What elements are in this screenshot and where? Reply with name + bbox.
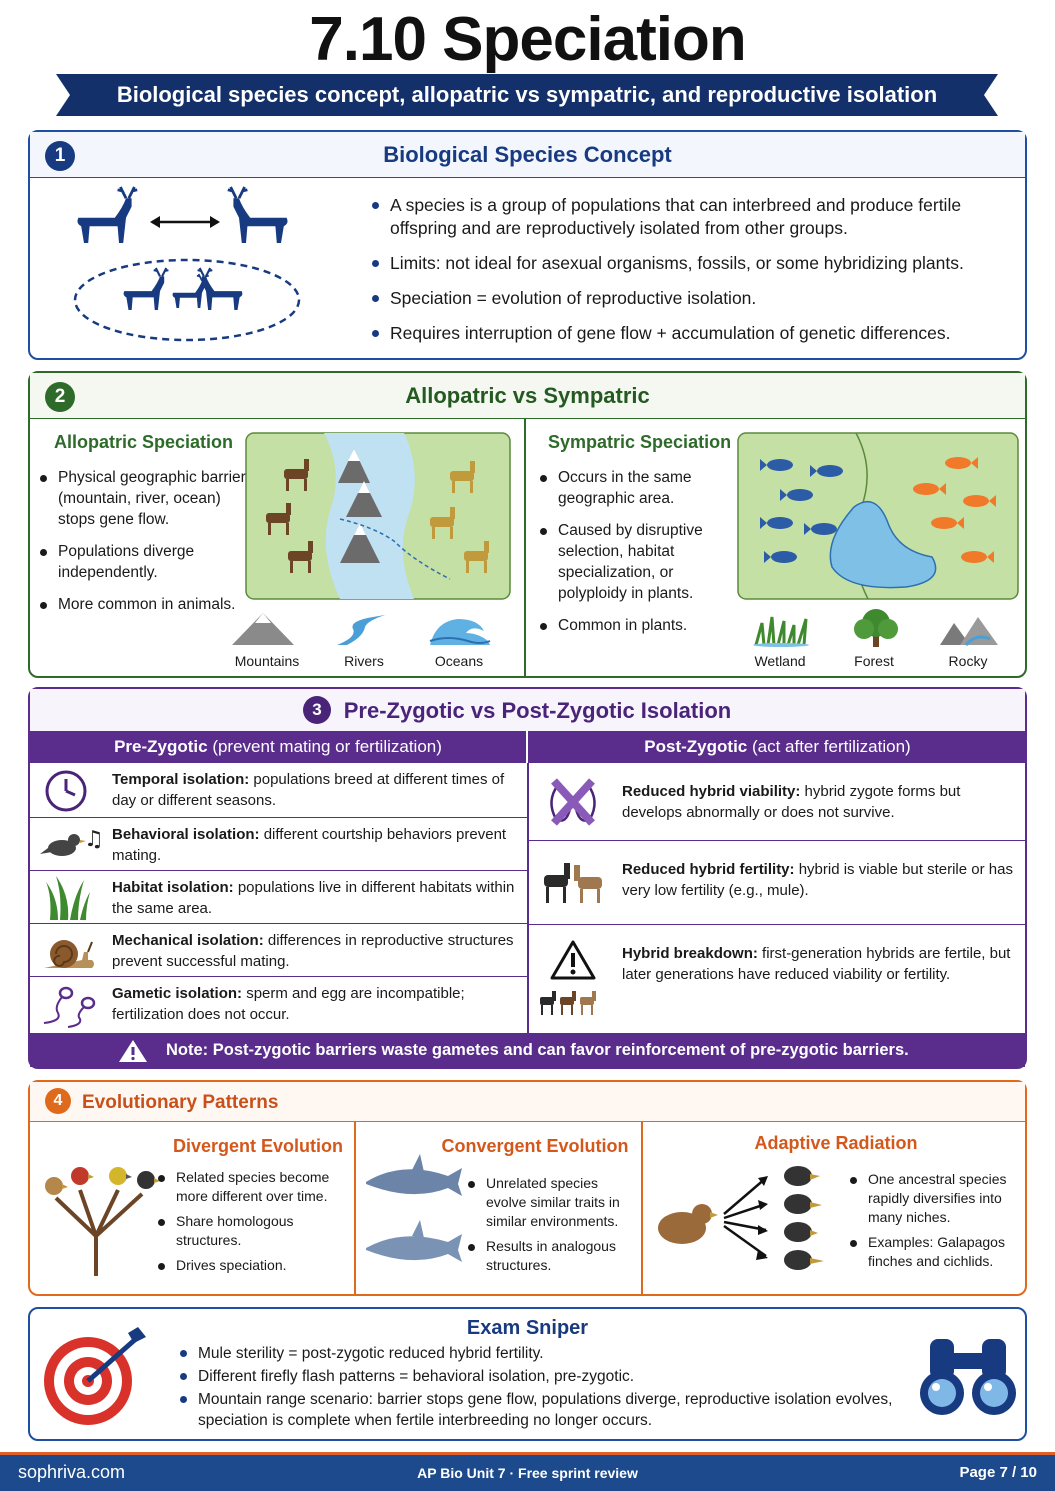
page-title: 7.10 Speciation bbox=[309, 5, 746, 74]
section-header bbox=[30, 132, 1025, 178]
section-isolation bbox=[28, 687, 1027, 1069]
section-number: 4 bbox=[45, 1088, 71, 1114]
snail-icon bbox=[42, 930, 98, 970]
definition: populations breed at different times of day or different seasons. bbox=[112, 771, 505, 809]
table-row bbox=[30, 977, 527, 1037]
mountain-icon bbox=[230, 611, 296, 647]
row-text bbox=[112, 930, 522, 972]
list-item: Drives speciation. bbox=[154, 1256, 350, 1275]
icon-label: Rivers bbox=[344, 653, 384, 669]
divergent-list bbox=[154, 1168, 350, 1281]
definition: different courtship behaviors prevent mating. bbox=[112, 826, 507, 864]
table-row bbox=[30, 924, 527, 977]
wetland-icon bbox=[750, 611, 812, 647]
term: Gametic isolation: bbox=[112, 985, 243, 1002]
pre-zygotic-label: Pre-Zygotic bbox=[114, 737, 208, 756]
list-item: Populations diverge independently. bbox=[36, 541, 252, 583]
term: Hybrid breakdown: bbox=[622, 945, 758, 962]
section-title: Exam Sniper bbox=[466, 1317, 589, 1339]
row-text bbox=[112, 824, 522, 866]
note-banner bbox=[30, 1033, 1025, 1067]
section-header bbox=[30, 689, 1025, 731]
section-title: Pre-Zygotic vs Post-Zygotic Isolation bbox=[343, 698, 732, 723]
term: Mechanical isolation: bbox=[112, 932, 264, 949]
table-row bbox=[528, 841, 1027, 925]
footer-site[interactable]: sophriva.com bbox=[18, 1462, 126, 1482]
row-text bbox=[622, 859, 1014, 901]
sympatric-map-illustration bbox=[736, 431, 1020, 601]
deer-interbreeding-illustration bbox=[70, 182, 310, 342]
icon-label: Oceans bbox=[434, 653, 484, 669]
icon-label: Forest bbox=[854, 653, 894, 669]
term: Temporal isolation: bbox=[112, 771, 250, 788]
allopatric-list bbox=[36, 467, 252, 626]
sperm-icon bbox=[40, 983, 100, 1027]
section-allopatric-sympatric bbox=[28, 371, 1027, 678]
divergent-title: Divergent Evolution bbox=[172, 1136, 343, 1156]
icon-label: Mountains bbox=[234, 653, 300, 669]
list-item: Mountain range scenario: barrier stops gene flow, populations diverge, reproductive isolation evolves, speciation is complete when fertile interbreeding no longer occurs. bbox=[176, 1389, 936, 1431]
footer-course: AP Bio Unit 7 · Free sprint review bbox=[417, 1465, 638, 1481]
table-row bbox=[30, 763, 527, 818]
row-text bbox=[112, 983, 522, 1025]
list-item: Share homologous structures. bbox=[154, 1212, 350, 1250]
column-divider bbox=[354, 1122, 356, 1296]
term: Habitat isolation: bbox=[112, 879, 234, 896]
table-row bbox=[528, 763, 1027, 841]
list-item: Speciation = evolution of reproductive isolation. bbox=[368, 287, 1008, 310]
list-item: Different firefly flash patterns = behavioral isolation, pre-zygotic. bbox=[176, 1366, 936, 1387]
section-number: 2 bbox=[45, 382, 75, 412]
row-text bbox=[622, 943, 1014, 985]
allopatric-title: Allopatric Speciation bbox=[54, 432, 234, 452]
horse-donkey-icon bbox=[538, 861, 610, 907]
list-item: Occurs in the same geographic area. bbox=[536, 467, 726, 509]
row-text bbox=[112, 769, 522, 811]
table-row bbox=[30, 871, 527, 924]
shark-dolphin-icon bbox=[362, 1148, 466, 1278]
post-zygotic-sublabel: (act after fertilization) bbox=[747, 737, 911, 756]
list-item: A species is a group of populations that can interbreed and produce fertile offspring and are reproductively isolated from other groups. bbox=[368, 194, 1008, 240]
page-subtitle: Biological species concept, allopatric vs sympatric, and reproductive isolation bbox=[116, 82, 938, 107]
list-item: Limits: not ideal for asexual organisms, fossils, or some hybridizing plants. bbox=[368, 252, 1008, 275]
sympatric-list bbox=[536, 467, 726, 647]
table-row bbox=[528, 925, 1027, 1037]
species-concept-list bbox=[368, 194, 1008, 357]
warning-icon bbox=[118, 1039, 148, 1063]
exam-sniper-list bbox=[176, 1343, 936, 1433]
section-title: Biological Species Concept bbox=[383, 142, 672, 167]
convergent-list bbox=[464, 1174, 640, 1281]
bird-song-icon bbox=[40, 824, 104, 866]
section-header bbox=[30, 1082, 1025, 1122]
footer bbox=[0, 1452, 1055, 1491]
list-item: Physical geographic barrier (mountain, river, ocean) stops gene flow. bbox=[36, 467, 252, 530]
clock-icon bbox=[44, 769, 88, 813]
post-zygotic-header bbox=[528, 731, 1027, 763]
table-row bbox=[30, 818, 527, 871]
broken-zygote-icon bbox=[546, 777, 600, 827]
list-item: Caused by disruptive selection, habitat specialization, or polyploidy in plants. bbox=[536, 520, 726, 604]
pre-zygotic-header bbox=[30, 731, 526, 763]
definition: first-generation hybrids are fertile, but later generations have reduced viability or fertility. bbox=[622, 945, 1011, 983]
rocks-icon bbox=[936, 611, 1002, 647]
section-title: Allopatric vs Sympatric bbox=[405, 383, 650, 408]
hybrid-animals-icon bbox=[538, 989, 610, 1019]
section-number: 1 bbox=[45, 141, 75, 171]
definition: sperm and egg are incompatible; fertilization does not occur. bbox=[112, 985, 465, 1023]
list-item: More common in animals. bbox=[36, 594, 252, 615]
icon-label: Rocky bbox=[948, 653, 988, 669]
list-item: Examples: Galapagos finches and cichlids. bbox=[846, 1233, 1016, 1271]
pre-zygotic-sublabel: (prevent mating or fertilization) bbox=[207, 737, 442, 756]
footer-page-number: Page 7 / 10 bbox=[959, 1464, 1037, 1481]
list-item: Requires interruption of gene flow + accumulation of genetic differences. bbox=[368, 322, 1008, 345]
river-icon bbox=[333, 611, 389, 647]
adaptive-title: Adaptive Radiation bbox=[754, 1133, 918, 1153]
column-divider bbox=[641, 1122, 643, 1296]
section-exam-sniper bbox=[28, 1307, 1027, 1441]
list-item: Unrelated species evolve similar traits in similar environments. bbox=[464, 1174, 640, 1231]
svg-text:♫: ♫ bbox=[84, 827, 104, 852]
section-header bbox=[30, 373, 1025, 419]
icon-label: Wetland bbox=[754, 653, 806, 669]
definition: hybrid zygote forms but develops abnormally or does not survive. bbox=[622, 783, 961, 821]
subtitle-banner bbox=[56, 74, 998, 116]
term: Reduced hybrid fertility: bbox=[622, 861, 795, 878]
adaptive-list bbox=[846, 1170, 1016, 1277]
section-species-concept bbox=[28, 130, 1027, 360]
divergent-tree-icon bbox=[34, 1156, 164, 1276]
allopatric-map-illustration bbox=[244, 431, 512, 601]
list-item: Mule sterility = post-zygotic reduced hybrid fertility. bbox=[176, 1343, 936, 1364]
list-item: Results in analogous structures. bbox=[464, 1237, 640, 1275]
definition: differences in reproductive structures prevent successful mating. bbox=[112, 932, 514, 970]
binoculars-icon bbox=[916, 1331, 1020, 1421]
ocean-wave-icon bbox=[428, 611, 492, 647]
definition: populations live in different habitats within the same area. bbox=[112, 879, 515, 917]
row-text bbox=[112, 877, 522, 919]
list-item: Related species become more different over time. bbox=[154, 1168, 350, 1206]
term: Reduced hybrid viability: bbox=[622, 783, 801, 800]
finch-radiation-icon bbox=[648, 1156, 828, 1286]
definition: hybrid is viable but sterile or has very low fertility (e.g., mule). bbox=[622, 861, 1013, 899]
list-item: Common in plants. bbox=[536, 615, 726, 636]
convergent-title: Convergent Evolution bbox=[441, 1136, 629, 1156]
target-icon bbox=[38, 1323, 148, 1433]
section-title: Evolutionary Patterns bbox=[82, 1092, 279, 1113]
row-text bbox=[622, 781, 1014, 823]
term: Behavioral isolation: bbox=[112, 826, 260, 843]
list-item: One ancestral species rapidly diversifies into many niches. bbox=[846, 1170, 1016, 1227]
section-number: 3 bbox=[303, 696, 331, 724]
section-evolutionary-patterns bbox=[28, 1080, 1027, 1296]
sympatric-title: Sympatric Speciation bbox=[548, 432, 732, 452]
post-zygotic-label: Post-Zygotic bbox=[644, 737, 748, 756]
grass-icon bbox=[44, 876, 90, 920]
column-divider bbox=[524, 419, 526, 678]
warning-icon bbox=[550, 939, 596, 981]
note-text: Note: Post-zygotic barriers waste gametes and can favor reinforcement of pre-zygotic barriers. bbox=[166, 1041, 909, 1059]
tree-icon bbox=[848, 607, 904, 647]
